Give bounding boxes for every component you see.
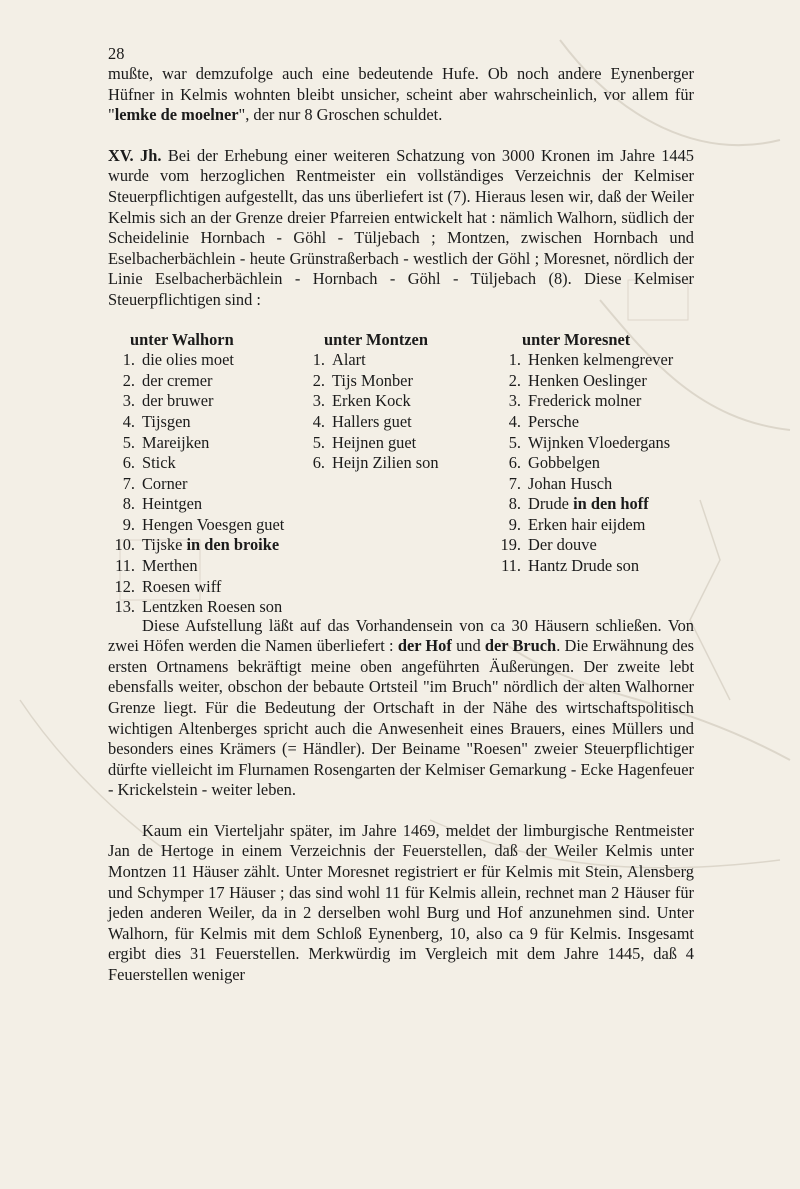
list-item — [108, 494, 368, 515]
list-item-text: Wijnken Vloedergans — [528, 432, 671, 452]
list-item-text: Hantz Drude son — [528, 556, 640, 576]
list-item-number: 11. — [115, 556, 135, 576]
list-item-number: 5. — [312, 432, 325, 452]
list-item — [494, 350, 724, 371]
list-item-text: Drude — [528, 494, 574, 514]
section-heading: XV. Jh. — [108, 145, 162, 165]
list-item-text: Tijsgen — [142, 411, 191, 431]
taxpayer-lists — [108, 329, 694, 617]
list-item-text: Roesen wiff — [142, 576, 222, 596]
list-item-number: 19. — [500, 535, 521, 555]
list-item-number: 9. — [508, 514, 521, 534]
list-item — [494, 494, 724, 515]
list-item-number: 8. — [122, 494, 135, 514]
list-item-number: 4. — [508, 411, 521, 431]
list-item-number: 6. — [312, 453, 325, 473]
list-moresnet — [494, 330, 724, 577]
list-item — [298, 433, 508, 454]
paragraph-3: Diese Aufstellung läßt auf das Vorhandensein von ca 30 Häusern schließen. Von zwei Höfen werden die Namen überliefert : der Hof und der Bruch. Die Erwähnung des ersten Ortnamens bekräftigt meine oben angeführten Äußerungen. Der zweite lebt ebensfalls weiter, obschon der bebaute Ortsteil "im Bruch" nördlich der alten Walhorner Grenze liegt. Für die Bedeutung der Ortschaft in der Nähe des wirtschaftspolitisch wichtigen Altenberges spricht auch die Anwesenheit eines Brauers, eines Müllers und besonders eines Krämers (= Händler). Der Beiname "Roesen" zweier Steuerpflichtiger dürfte vielleicht im Flurnamen Rosengarten der Kelmiser Gemarkung - Ecke Hagenfeuer - Krickelstein - weiter leben. — [108, 615, 695, 800]
list-item-text: Gobbelgen — [528, 453, 600, 473]
page-number: 28 — [108, 44, 125, 63]
list-item-text: Henken Oeslinger — [528, 370, 647, 390]
list-item-number: 3. — [122, 391, 135, 411]
list-item — [108, 474, 368, 495]
list-item-number: 10. — [114, 535, 135, 555]
paragraph-2: XV. Jh. Bei der Erhebung einer weiteren Schatzung von 3000 Kronen im Jahre 1445 wurde vom herzoglichen Rentmeister ein vollständiges Verzeichnis der Kelmiser Steuerpflichtigen aufgestellt, das uns überliefert ist (7). Hieraus lesen wir, daß der Weiler Kelmis sich an der Grenze dreier Pfarreien entwickelt hat : nämlich Walhorn, südlich der Scheidelinie Hornbach - Göhl - Tüljebach ; Montzen, zwischen Hornbach und Eselbacherbächlein - heute Grünstraßerbach - westlich der Göhl ; Moresnet, nördlich der Linie Eselbacherbächlein - Hornbach - Göhl - Tüljebach (8). Diese Kelmiser Steuerpflichtigen sind : — [108, 145, 694, 309]
list-item-text: Persche — [528, 411, 579, 431]
list-item-text: Erken hair eijdem — [528, 514, 646, 534]
list-item-number: 1. — [508, 350, 521, 370]
list-item-text: der bruwer — [142, 391, 214, 411]
list-montzen — [298, 330, 508, 474]
list-item-number: 1. — [312, 350, 325, 370]
list-heading: unter Montzen — [324, 329, 428, 349]
list-item — [494, 412, 724, 433]
list-item — [494, 391, 724, 412]
list-item-number: 2. — [312, 370, 325, 390]
list-item-text: Frederick molner — [528, 391, 642, 411]
list-item-number: 3. — [312, 391, 325, 411]
list-item-number: 4. — [312, 411, 325, 431]
list-item-number: 12. — [114, 576, 135, 596]
list-item — [298, 412, 508, 433]
paragraph-4: Kaum ein Vierteljahr später, im Jahre 1469, meldet der limburgische Rentmeister Jan de Hertoge in einem Verzeichnis der Feuerstellen, daß der Weiler Kelmis unter Montzen 11 Häuser zählt. Unter Moresnet registriert er für Kelmis mit Stein, Alensberg und Schymper 17 Häuser ; das sind wohl 11 für Kelmis allein, rechnet man 2 Häuser für jeden anderen Weiler, da in 2 derselben wohl Burg und Hof anzunehmen sind. Unter Walhorn, für Kelmis mit dem Schloß Eynenberg, 10, also ca 9 für Kelmis. Insgesamt ergibt dies 31 Feuerstellen. Merkwürdig im Vergleich mit dem Jahre 1445, daß 4 Feuerstellen weniger — [108, 820, 694, 985]
list-item — [494, 474, 724, 495]
list-item-text: Henken kelmengrever — [528, 350, 674, 370]
list-item-number: 13. — [114, 597, 135, 617]
list-heading: unter Moresnet — [522, 329, 631, 349]
list-item-text: Johan Husch — [528, 473, 613, 493]
list-item-text: Hallers guet — [332, 411, 412, 431]
list-item — [494, 556, 724, 577]
list-item — [494, 515, 724, 536]
list-item-number: 4. — [122, 411, 135, 431]
list-item — [108, 597, 368, 618]
list-item-number: 5. — [122, 432, 135, 452]
list-item — [108, 577, 368, 598]
list-item-text: Lentzken Roesen son — [142, 597, 283, 617]
list-item-number: 9. — [122, 514, 135, 534]
list-item-text: Heijn Zilien son — [332, 453, 439, 473]
list-item-text: der cremer — [142, 370, 213, 390]
list-item-text: Alart — [332, 350, 366, 370]
list-item-text: Hengen Voesgen guet — [142, 514, 285, 534]
list-item — [298, 371, 508, 392]
list-item-number: 7. — [122, 473, 135, 493]
list-item-number: 2. — [122, 370, 135, 390]
list-item-text: Erken Kock — [332, 391, 411, 411]
list-item-text: Der douve — [528, 535, 597, 555]
list-item — [494, 371, 724, 392]
list-item-text: Tijske — [142, 535, 187, 555]
list-item-number: 1. — [122, 350, 135, 370]
list-item-number: 8. — [508, 494, 521, 514]
list-item-number: 11. — [501, 556, 521, 576]
list-item-number: 3. — [508, 391, 521, 411]
list-item-text: die olies moet — [142, 350, 234, 370]
list-item — [298, 350, 508, 371]
list-item-number: 7. — [508, 473, 521, 493]
list-item — [494, 433, 724, 454]
list-item-text: Tijs Monber — [332, 370, 413, 390]
list-item — [108, 535, 368, 556]
list-item-number: 6. — [508, 453, 521, 473]
page-content — [108, 44, 694, 986]
list-item-text: Corner — [142, 473, 188, 493]
list-item-bold: in den hoff — [573, 494, 649, 514]
list-item-text: Heijnen guet — [332, 432, 417, 452]
list-item — [494, 453, 724, 474]
list-item-bold: in den broike — [186, 535, 280, 555]
list-heading: unter Walhorn — [130, 329, 234, 349]
list-item — [108, 556, 368, 577]
list-item-text: Mareijken — [142, 432, 210, 452]
list-item-number: 6. — [122, 453, 135, 473]
list-item — [298, 453, 508, 474]
list-item — [108, 515, 368, 536]
list-item-text: Merthen — [142, 556, 198, 576]
list-item-text: Stick — [142, 453, 176, 473]
list-item — [494, 535, 724, 556]
list-item-number: 5. — [508, 432, 521, 452]
list-item-number: 2. — [508, 370, 521, 390]
list-item — [298, 391, 508, 412]
paragraph-1: mußte, war demzufolge auch eine bedeutende Hufe. Ob noch andere Eynenberger Hüfner in Kelmis wohnten bleibt unsicher, scheint aber wahrscheinlich, vor allem für "lemke de moelner", der nur 8 Groschen schuldet. — [108, 64, 694, 125]
list-item-text: Heintgen — [142, 494, 203, 514]
